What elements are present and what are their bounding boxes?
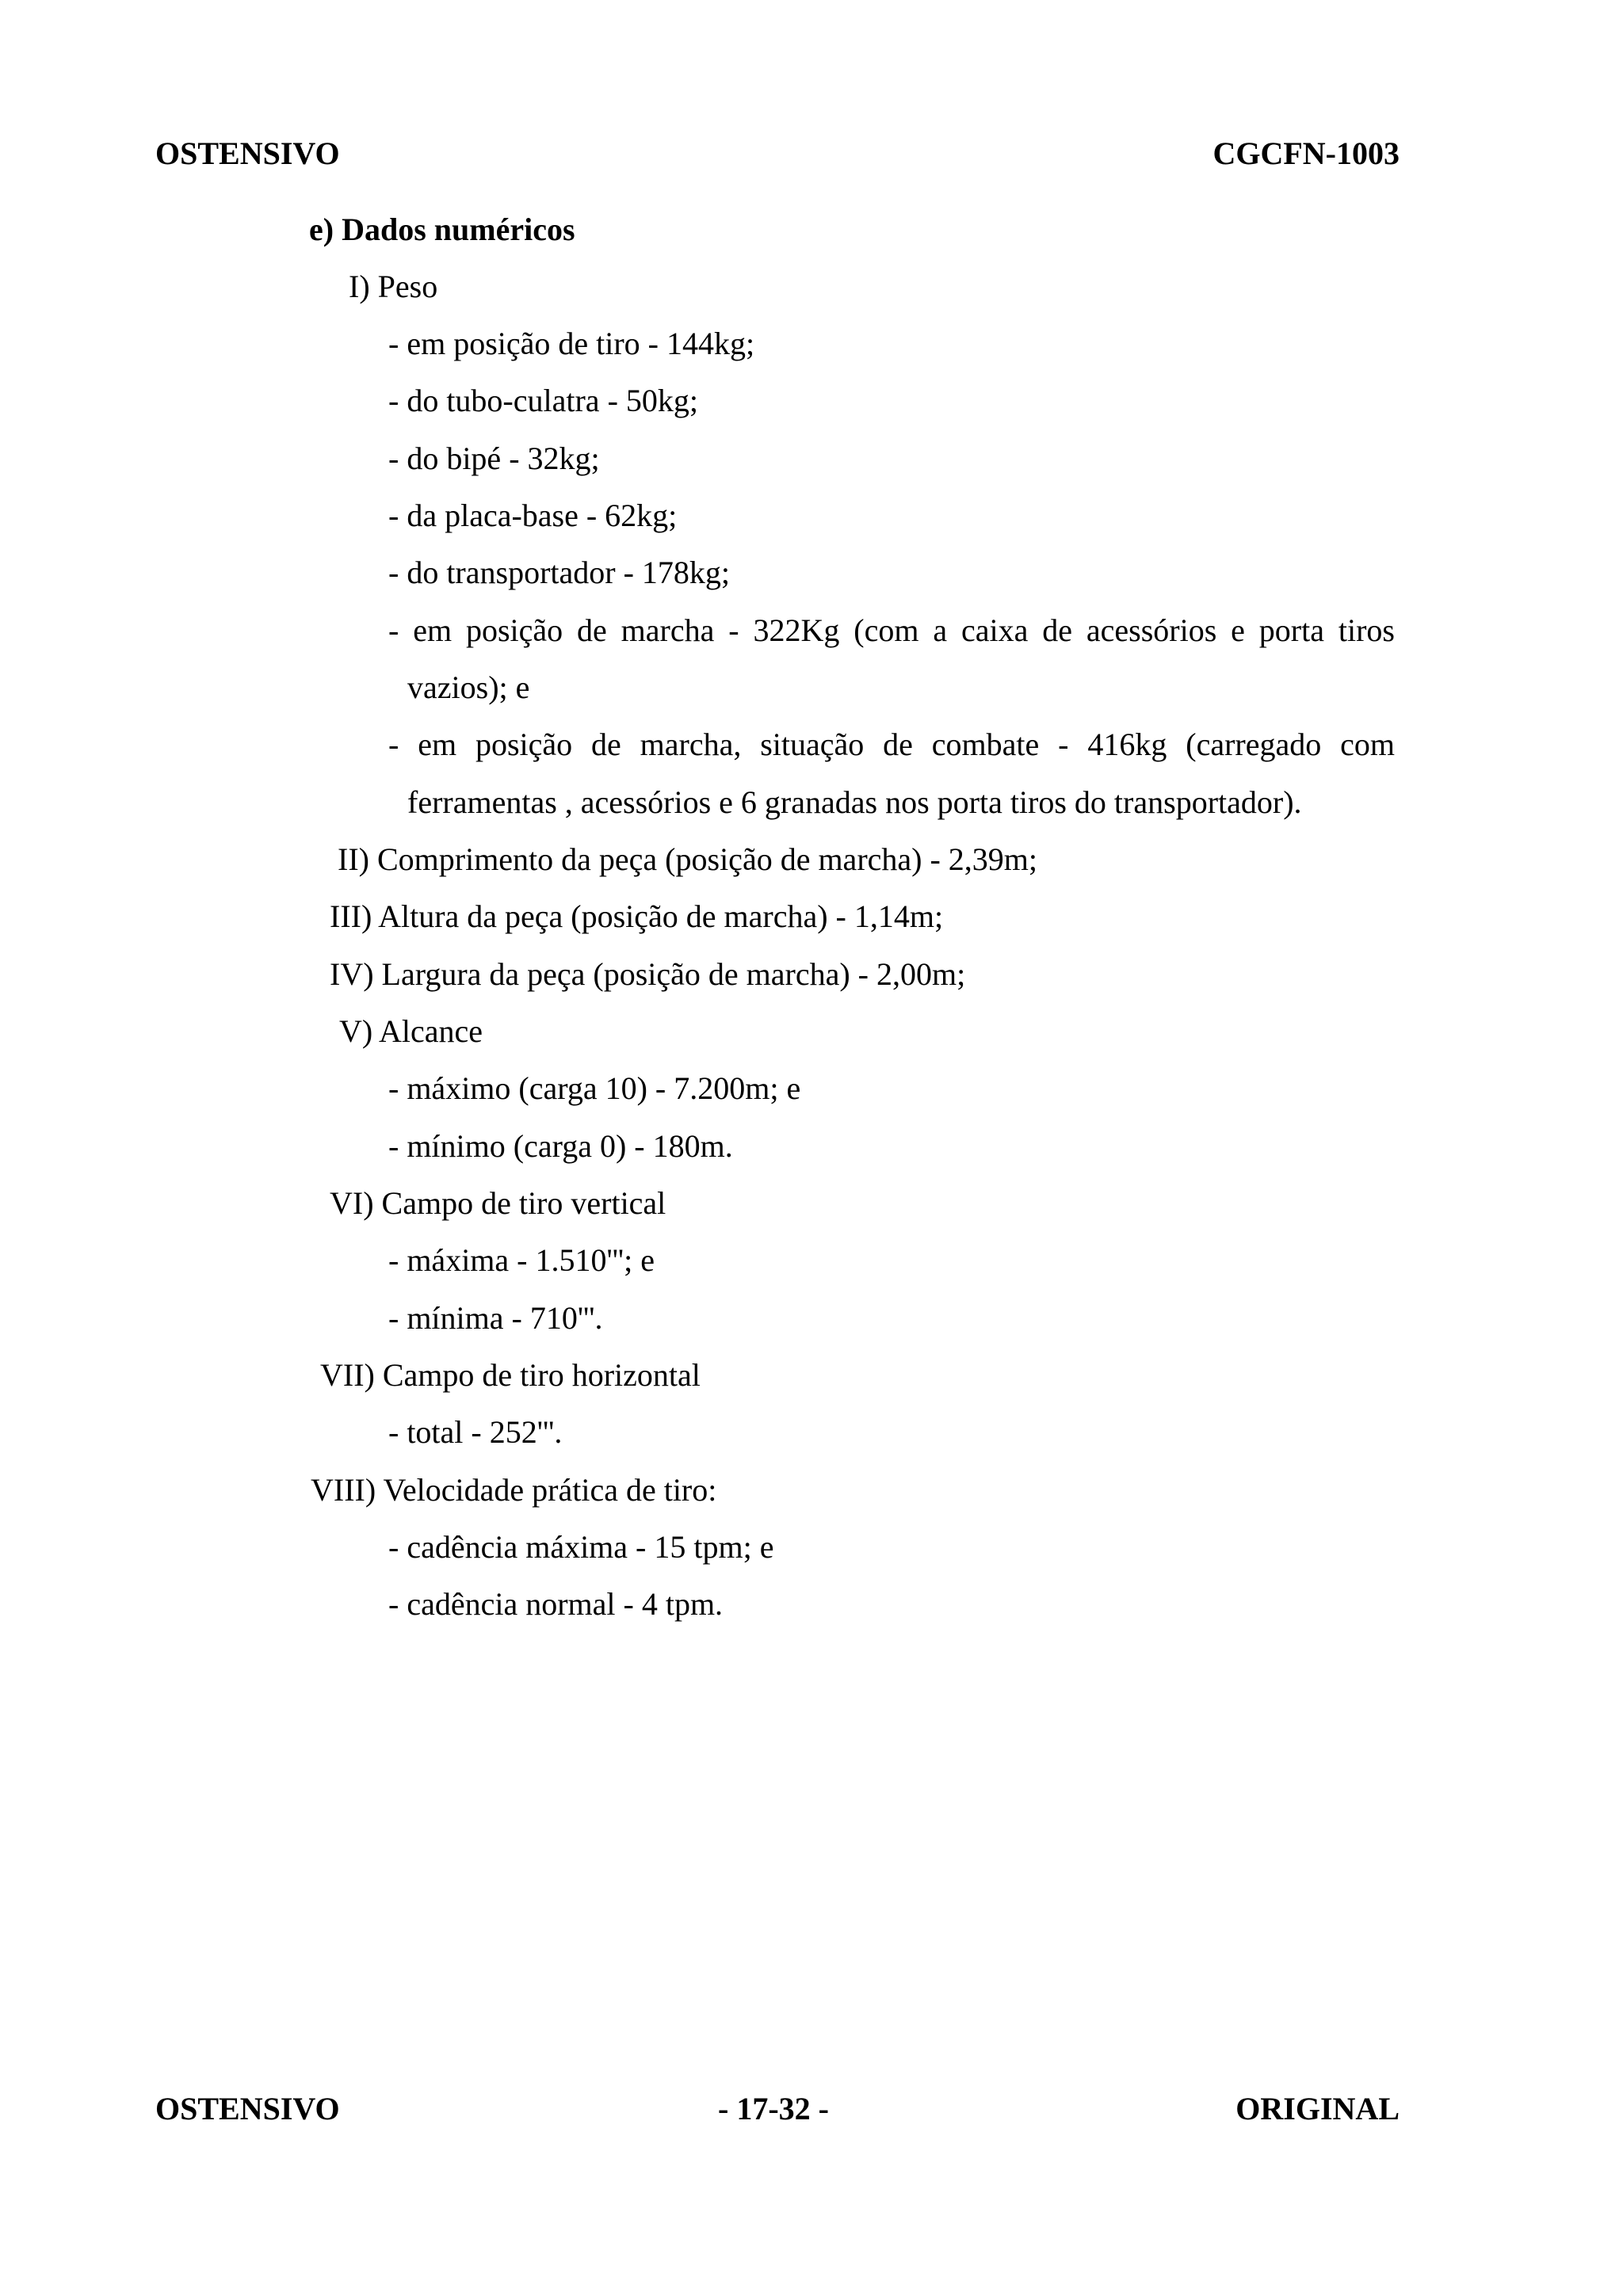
footer-right-status: ORIGINAL bbox=[1235, 2091, 1400, 2126]
velocidade-item: - cadência normal - 4 tpm. bbox=[388, 1586, 724, 1622]
header-left-classification: OSTENSIVO bbox=[155, 135, 340, 171]
campo-horizontal-item: - total - 252'''. bbox=[388, 1414, 563, 1450]
largura-line: IV) Largura da peça (posição de marcha) - 2,00m; bbox=[330, 956, 966, 992]
header-right-document-code: CGCFN-1003 bbox=[1212, 135, 1400, 171]
peso-item: - do bipé - 32kg; bbox=[388, 441, 600, 476]
comprimento-line: II) Comprimento da peça (posição de marcha) - 2,39m; bbox=[338, 841, 1038, 877]
peso-item: - em posição de tiro - 144kg; bbox=[388, 326, 755, 361]
peso-marcha-line2: vazios); e bbox=[407, 669, 530, 705]
alcance-item: - máximo (carga 10) - 7.200m; e bbox=[388, 1070, 801, 1106]
peso-item: - do transportador - 178kg; bbox=[388, 555, 731, 590]
peso-label: I) Peso bbox=[349, 269, 438, 304]
campo-horizontal-label: VII) Campo de tiro horizontal bbox=[320, 1357, 701, 1393]
campo-vertical-item: - máxima - 1.510'''; e bbox=[388, 1242, 655, 1278]
peso-combate-line1: - em posição de marcha, situação de combate - 416kg (carregado com bbox=[388, 727, 1395, 762]
campo-vertical-item: - mínima - 710'''. bbox=[388, 1300, 603, 1336]
section-title: e) Dados numéricos bbox=[309, 212, 575, 247]
alcance-label: V) Alcance bbox=[339, 1013, 483, 1049]
peso-combate-line2: ferramentas , acessórios e 6 granadas nos porta tiros do transportador). bbox=[407, 784, 1302, 820]
footer-left-classification: OSTENSIVO bbox=[155, 2091, 340, 2126]
peso-item: - do tubo-culatra - 50kg; bbox=[388, 383, 698, 418]
campo-vertical-label: VI) Campo de tiro vertical bbox=[330, 1185, 666, 1221]
velocidade-item: - cadência máxima - 15 tpm; e bbox=[388, 1529, 774, 1565]
altura-line: III) Altura da peça (posição de marcha) - 1,14m; bbox=[330, 898, 944, 934]
footer-page-number: - 17-32 - bbox=[718, 2091, 829, 2126]
peso-marcha-line1: - em posição de marcha - 322Kg (com a caixa de acessórios e porta tiros bbox=[388, 612, 1395, 648]
alcance-item: - mínimo (carga 0) - 180m. bbox=[388, 1128, 733, 1164]
velocidade-label: VIII) Velocidade prática de tiro: bbox=[311, 1472, 717, 1508]
peso-item: - da placa-base - 62kg; bbox=[388, 498, 678, 533]
